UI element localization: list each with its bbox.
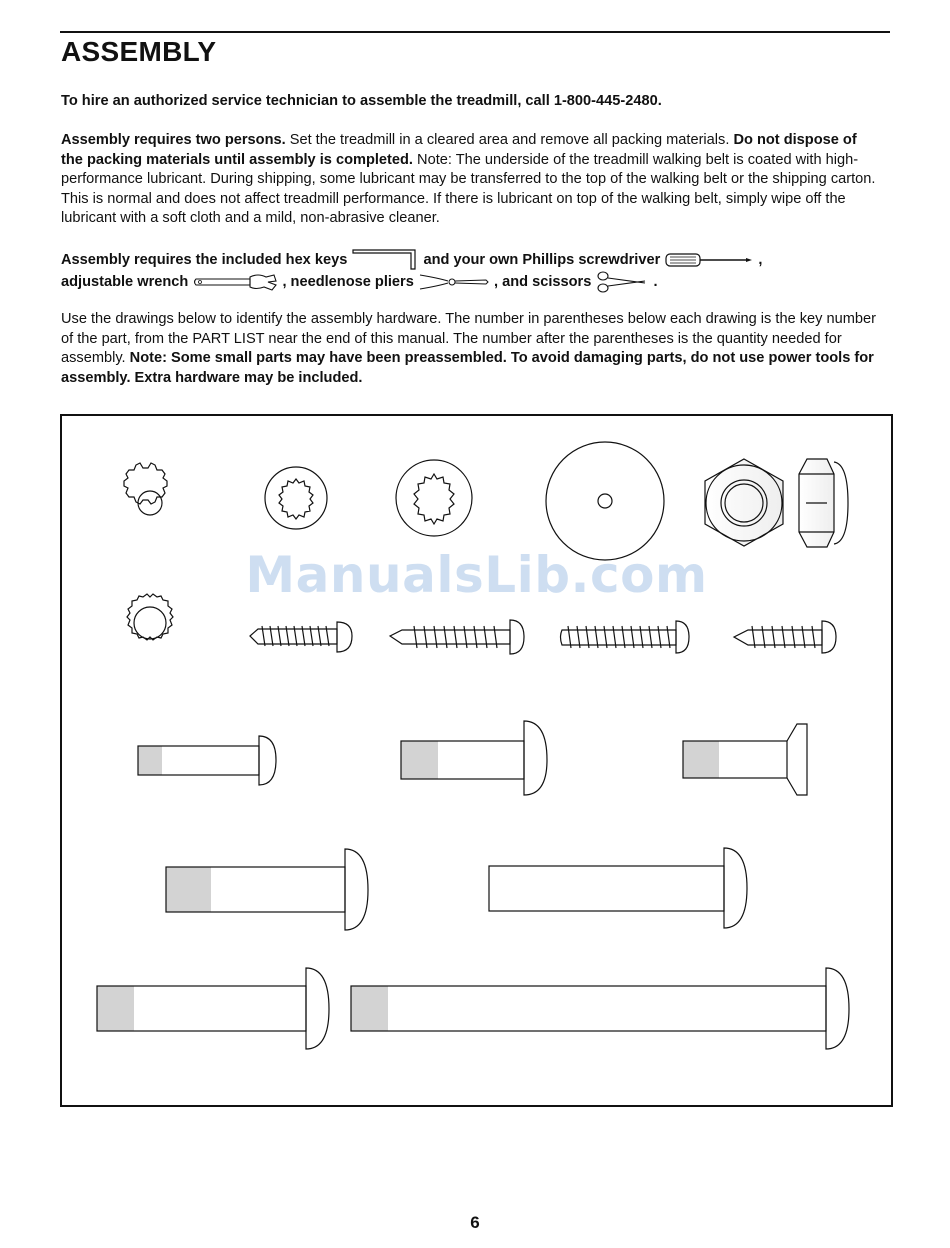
star-washer-small (124, 463, 167, 515)
hex-key-icon (351, 249, 419, 271)
tools-line-2: adjustable wrench , needlenose pliers , and scissors . (61, 271, 876, 293)
bolt-2 (401, 721, 547, 795)
page-title: ASSEMBLY (61, 36, 217, 67)
tools-paragraph (61, 249, 876, 293)
assembly-persons-paragraph: Assembly requires two persons. Set the treadmill in a cleared area and remove all packing materials. Do not dispose of the packing materials until assembly is completed. Note: The underside of the treadmill walking belt is coated with high-performance lubricant. During shipping, some lubricant may be transferred to the top of the walking belt or the shipping carton. This is normal and does not affect treadmill performance. If there is lubricant on top of the walking belt, simply wipe off the lubricant with a soft cloth and a mild, non-abrasive cleaner. (61, 132, 876, 227)
star-washer-large (396, 460, 472, 536)
bolt-1 (138, 736, 276, 785)
bolt-7 (351, 968, 849, 1049)
two-persons-note: Assembly requires two persons. (61, 132, 286, 148)
top-rule (60, 31, 890, 33)
power-tools-warning: Note: Some small parts may have been preassembled. To avoid damaging parts, do not use power tools for assembly. Extra hardware may be included. (61, 350, 874, 386)
screw-3 (561, 621, 690, 653)
page-number: 6 (470, 1213, 480, 1232)
flat-washer (546, 442, 664, 560)
needlenose-pliers-icon (418, 272, 490, 292)
screw-1 (250, 622, 352, 652)
flat-head-bolt (683, 724, 807, 795)
hardware-paragraph: Use the drawings below to identify the assembly hardware. The number in parentheses below each drawing is the key number of the part, from the PART LIST near the end of this manual. The number after the parentheses is the quantity needed for assembly. Note: Some small parts may have been preassembled. To avoid damaging parts, do not use power tools for assembly. Extra hardware may be included. (61, 311, 876, 386)
bolt-6 (97, 968, 329, 1049)
phillips-screwdriver-icon (664, 251, 754, 269)
star-washer-medium (265, 467, 327, 529)
watermark: ManualsLib.com (245, 546, 708, 604)
nylon-locknut (799, 459, 848, 547)
hardware-drawings (62, 416, 891, 1105)
hardware-identification-chart (60, 414, 893, 1107)
scissors-icon (595, 271, 649, 293)
bolt-4 (166, 849, 368, 930)
adjustable-wrench-icon (192, 272, 278, 292)
packing-materials-warning: Do not dispose of the packing materials until assembly is completed. (61, 132, 857, 168)
screw-2 (390, 620, 524, 654)
screw-4 (734, 621, 836, 653)
tools-line-1: Assembly requires the included hex keys and your own Phillips screwdriver , (61, 249, 876, 271)
hex-nut (705, 459, 783, 546)
bolt-5 (489, 848, 747, 928)
service-technician-line: To hire an authorized service technician to assemble the treadmill, call 1-800-445-2480. (61, 93, 662, 109)
